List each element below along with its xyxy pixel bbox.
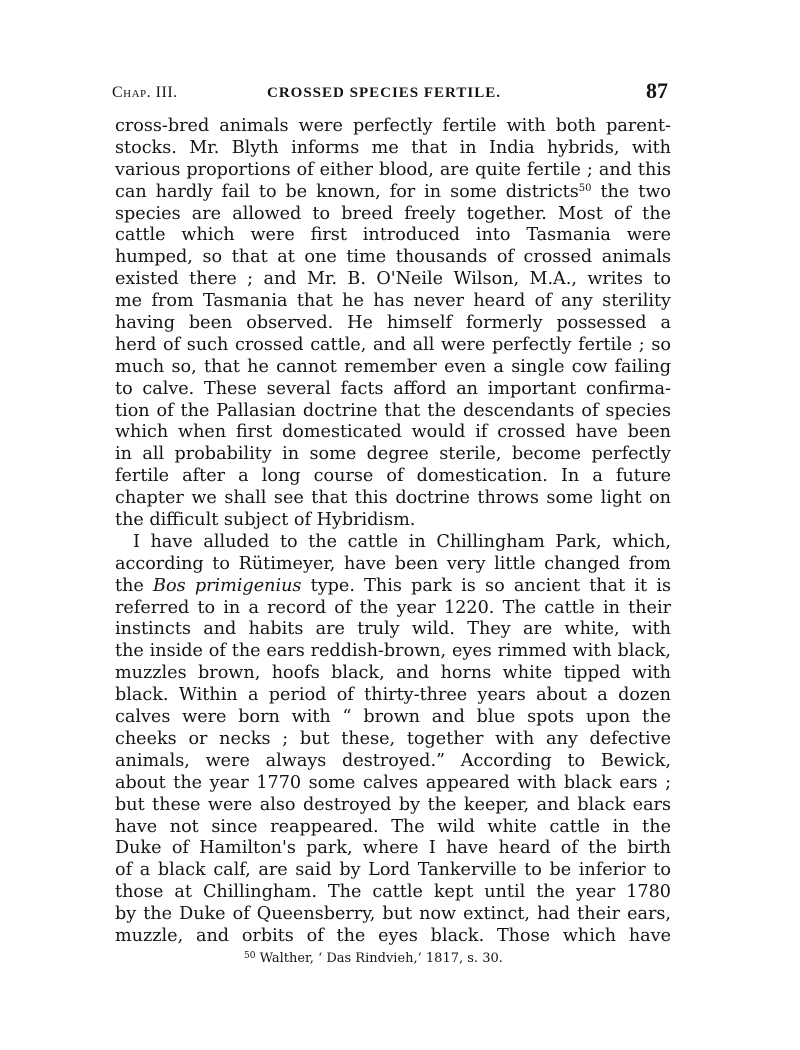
footnote-number: 50: [244, 951, 256, 961]
text-line: which when first domesticated would if crossed have been: [115, 422, 671, 443]
running-head: [112, 80, 668, 106]
text-line: to calve. These several facts afford an important confirma-: [115, 378, 671, 399]
text-line: cross-bred animals were perfectly fertile with both parent-: [115, 116, 671, 136]
text-line: calves were born with “ brown and blue spots upon the: [115, 707, 671, 728]
text-line: much so, that he cannot remember even a single cow failing: [115, 356, 671, 377]
species-name: Bos primigenius: [153, 575, 302, 596]
text-line: fertile after a long course of domestication. In a future: [115, 466, 671, 487]
text-line: Duke of Hamilton's park, where I have heard of the birth: [115, 838, 671, 859]
text-line: referred to in a record of the year 1220. The cattle in their: [115, 597, 671, 618]
text-line: by the Duke of Queensberry, but now extinct, had their ears,: [115, 904, 671, 925]
text-fragment: the: [115, 575, 154, 596]
text-line-with-footnote: [115, 182, 671, 204]
text-line: stocks. Mr. Blyth informs me that in India hybrids, with: [115, 137, 671, 158]
text-line: about the year 1770 some calves appeared with black ears ;: [115, 772, 671, 793]
text-line: various proportions of either blood, are quite fertile ; and this: [115, 159, 671, 180]
text-fragment: type. This park is so ancient that it is: [301, 575, 672, 596]
text-line: existed there ; and Mr. B. O'Neile Wilson, M.A., writes to: [115, 269, 671, 290]
footnote-text: Walther, ‘ Das Rindvieh,’ 1817, s. 30.: [255, 951, 503, 966]
text-line: chapter we shall see that this doctrine throws some light on: [115, 488, 671, 509]
text-fragment: can hardly fail to be known, for in some districts: [115, 181, 579, 202]
text-line: humped, so that at one time thousands of crossed animals: [115, 247, 671, 268]
running-title: CROSSED SPECIES FERTILE.: [267, 85, 501, 101]
text-line: having been observed. He himself formerly possessed a: [115, 313, 671, 334]
text-line: black. Within a period of thirty-three years about a dozen: [115, 685, 671, 706]
text-line: herd of such crossed cattle, and all were perfectly fertile ; so: [115, 334, 671, 355]
text-fragment: the two: [591, 181, 671, 202]
text-line: species are allowed to breed freely together. Most of the: [115, 203, 671, 224]
footnote: [244, 947, 503, 968]
text-line-with-italic: [115, 576, 671, 598]
chapter-label: Chap. III.: [112, 84, 178, 101]
text-line: instincts and habits are truly wild. They are white, with: [115, 619, 671, 640]
text-line: the inside of the ears reddish-brown, eyes rimmed with black,: [115, 641, 671, 662]
text-line: muzzles brown, hoofs black, and horns white tipped with: [115, 663, 671, 684]
text-line: according to Rütimeyer, have been very little changed from: [115, 553, 671, 574]
text-line: tion of the Pallasian doctrine that the descendants of species: [115, 400, 671, 421]
text-line: me from Tasmania that he has never heard of any sterility: [115, 291, 671, 312]
text-line: cheeks or necks ; but these, together with any defective: [115, 728, 671, 749]
text-line: muzzle, and orbits of the eyes black. Those which have: [115, 925, 671, 946]
text-line: but these were also destroyed by the keeper, and black ears: [115, 794, 671, 815]
body-text: [115, 116, 671, 948]
text-line: cattle which were first introduced into Tasmania were: [115, 225, 671, 246]
text-line: in all probability in some degree sterile, become perfectly: [115, 444, 671, 465]
text-line: those at Chillingham. The cattle kept until the year 1780: [115, 882, 671, 903]
text-line: I have alluded to the cattle in Chillingham Park, which,: [133, 531, 671, 552]
footnote-reference: 50: [578, 182, 592, 194]
page-number: 87: [646, 78, 668, 103]
text-line: of a black calf, are said by Lord Tankerville to be inferior to: [115, 860, 671, 881]
text-line: the difficult subject of Hybridism.: [115, 510, 416, 531]
text-line: have not since reappeared. The wild white cattle in the: [115, 816, 671, 837]
text-line: animals, were always destroyed.” According to Bewick,: [115, 750, 671, 771]
